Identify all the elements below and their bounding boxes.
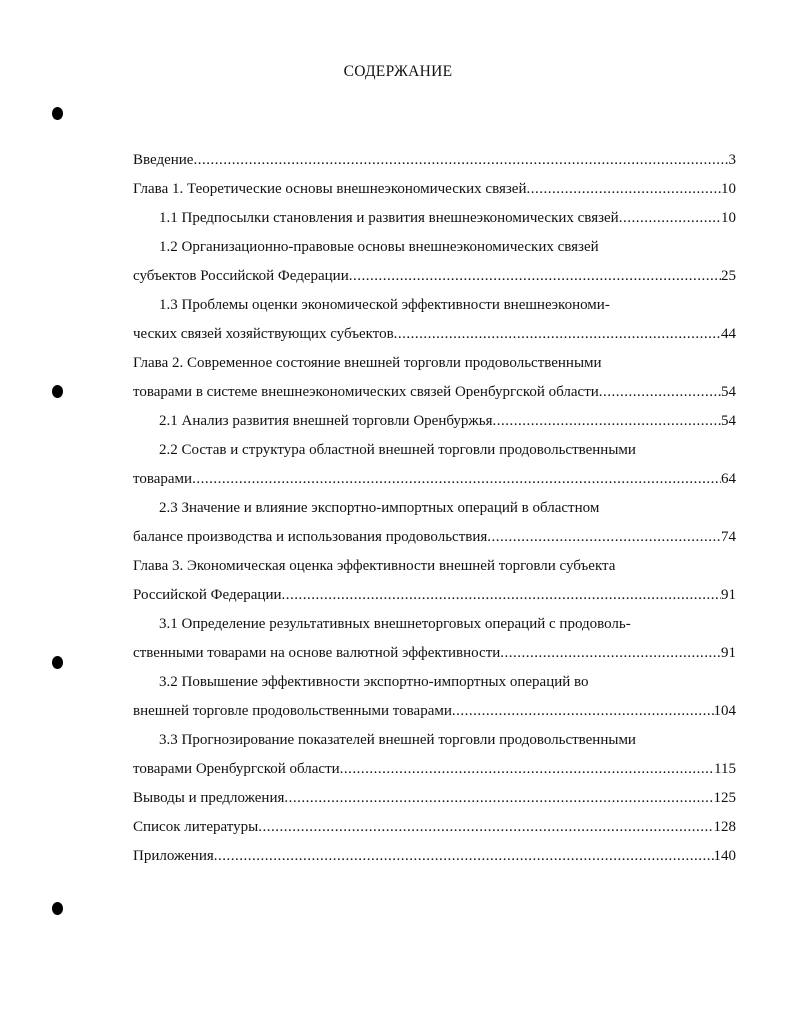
toc-entry-conclusions[interactable] bbox=[133, 784, 736, 813]
toc-entry-section-3-3-cont[interactable] bbox=[133, 755, 736, 784]
leader-dots bbox=[340, 755, 714, 784]
toc-entry-text: Список литературы bbox=[133, 819, 259, 835]
binder-hole-icon bbox=[52, 385, 63, 398]
leader-dots bbox=[284, 784, 713, 813]
toc-entry-text: Российской Федерации bbox=[133, 587, 282, 603]
toc-entry-section-2-2-cont[interactable] bbox=[133, 465, 736, 494]
toc-page-number: 54 bbox=[721, 384, 736, 400]
toc-entry-text: 3.2 Повышение эффективности экспортно-импортных операций во bbox=[159, 674, 589, 690]
toc-entry-section-1-3[interactable] bbox=[133, 291, 736, 320]
toc-entry-text: Глава 3. Экономическая оценка эффективности внешней торговли субъекта bbox=[133, 558, 616, 574]
toc-entry-section-3-1[interactable] bbox=[133, 610, 736, 639]
toc-entry-section-1-3-cont[interactable] bbox=[133, 320, 736, 349]
toc-page-number: 64 bbox=[721, 471, 736, 487]
toc-entry-introduction[interactable] bbox=[133, 146, 736, 175]
toc-entry-text: 2.3 Значение и влияние экспортно-импортных операций в областном bbox=[159, 500, 600, 516]
leader-dots bbox=[193, 146, 728, 175]
toc-entry-text: товарами Оренбургской области bbox=[133, 761, 340, 777]
toc-entry-text: субъектов Российской Федерации bbox=[133, 268, 349, 284]
toc-entry-chapter-3[interactable] bbox=[133, 552, 736, 581]
leader-dots bbox=[214, 842, 714, 871]
toc-entry-text: 3.1 Определение результативных внешнеторговых операций с продоволь- bbox=[159, 616, 631, 632]
leader-dots bbox=[394, 320, 721, 349]
toc-page-number: 115 bbox=[714, 761, 736, 777]
toc-entry-text: балансе производства и использования продовольствия bbox=[133, 529, 488, 545]
toc-page-number: 74 bbox=[721, 529, 736, 545]
toc-page-number: 54 bbox=[721, 413, 736, 429]
leader-dots bbox=[282, 581, 721, 610]
page-title: СОДЕРЖАНИЕ bbox=[343, 63, 453, 80]
toc-entry-chapter-3-cont[interactable] bbox=[133, 581, 736, 610]
leader-dots bbox=[500, 639, 721, 668]
leader-dots bbox=[619, 204, 721, 233]
toc-entry-text: 3.3 Прогнозирование показателей внешней торговли продовольственными bbox=[159, 732, 636, 748]
leader-dots bbox=[258, 813, 713, 842]
toc-page-number: 104 bbox=[713, 703, 736, 719]
toc-entry-section-2-3-cont[interactable] bbox=[133, 523, 736, 552]
toc-entry-chapter-2[interactable] bbox=[133, 349, 736, 378]
toc-page-number: 140 bbox=[713, 848, 736, 864]
toc-entry-text: Глава 2. Современное состояние внешней торговли продовольственными bbox=[133, 355, 602, 371]
toc-entry-text: ческих связей хозяйствующих субъектов bbox=[133, 326, 394, 342]
toc-page-number: 125 bbox=[713, 790, 736, 806]
toc-entry-section-3-1-cont[interactable] bbox=[133, 639, 736, 668]
toc-entry-text: Выводы и предложения bbox=[133, 790, 285, 806]
binder-hole-icon bbox=[52, 656, 63, 669]
toc-entry-section-1-1[interactable] bbox=[133, 204, 736, 233]
table-of-contents bbox=[133, 146, 736, 871]
toc-entry-section-3-2-cont[interactable] bbox=[133, 697, 736, 726]
toc-page-number: 44 bbox=[721, 326, 736, 342]
toc-page-number: 128 bbox=[713, 819, 736, 835]
toc-page-number: 3 bbox=[728, 152, 736, 168]
leader-dots bbox=[599, 378, 721, 407]
toc-page-number: 10 bbox=[721, 210, 736, 226]
leader-dots bbox=[487, 523, 721, 552]
toc-entry-text: 1.2 Организационно-правовые основы внешнеэкономических связей bbox=[159, 239, 599, 255]
toc-entry-text: 1.3 Проблемы оценки экономической эффективности внешнеэкономи- bbox=[159, 297, 610, 313]
toc-entry-section-3-2[interactable] bbox=[133, 668, 736, 697]
toc-entry-text: Введение bbox=[133, 152, 194, 168]
toc-entry-text: 1.1 Предпосылки становления и развития внешнеэкономических связей bbox=[159, 210, 619, 226]
toc-entry-text: внешней торговле продовольственными товарами bbox=[133, 703, 452, 719]
toc-entry-section-2-1[interactable] bbox=[133, 407, 736, 436]
toc-entry-appendices[interactable] bbox=[133, 842, 736, 871]
toc-entry-text: 2.1 Анализ развития внешней торговли Оренбуржья bbox=[159, 413, 493, 429]
toc-entry-section-3-3[interactable] bbox=[133, 726, 736, 755]
toc-entry-chapter-2-cont[interactable] bbox=[133, 378, 736, 407]
leader-dots bbox=[493, 407, 721, 436]
toc-page-number: 91 bbox=[721, 645, 736, 661]
binder-hole-icon bbox=[52, 902, 63, 915]
toc-entry-text: Приложения bbox=[133, 848, 214, 864]
binder-hole-icon bbox=[52, 107, 63, 120]
leader-dots bbox=[526, 175, 721, 204]
toc-entry-text: 2.2 Состав и структура областной внешней торговли продовольственными bbox=[159, 442, 636, 458]
toc-entry-section-1-2-cont[interactable] bbox=[133, 262, 736, 291]
toc-page-number: 10 bbox=[721, 181, 736, 197]
leader-dots bbox=[192, 465, 721, 494]
toc-page-number: 91 bbox=[721, 587, 736, 603]
toc-entry-text: Глава 1. Теоретические основы внешнеэкономических связей bbox=[133, 181, 527, 197]
toc-entry-chapter-1[interactable] bbox=[133, 175, 736, 204]
toc-entry-text: ственными товарами на основе валютной эффективности bbox=[133, 645, 501, 661]
toc-entry-text: товарами bbox=[133, 471, 193, 487]
toc-entry-section-1-2[interactable] bbox=[133, 233, 736, 262]
leader-dots bbox=[452, 697, 714, 726]
toc-page-number: 25 bbox=[721, 268, 736, 284]
toc-entry-section-2-2[interactable] bbox=[133, 436, 736, 465]
toc-entry-references[interactable] bbox=[133, 813, 736, 842]
toc-entry-section-2-3[interactable] bbox=[133, 494, 736, 523]
leader-dots bbox=[349, 262, 721, 291]
toc-entry-text: товарами в системе внешнеэкономических связей Оренбургской области bbox=[133, 384, 599, 400]
